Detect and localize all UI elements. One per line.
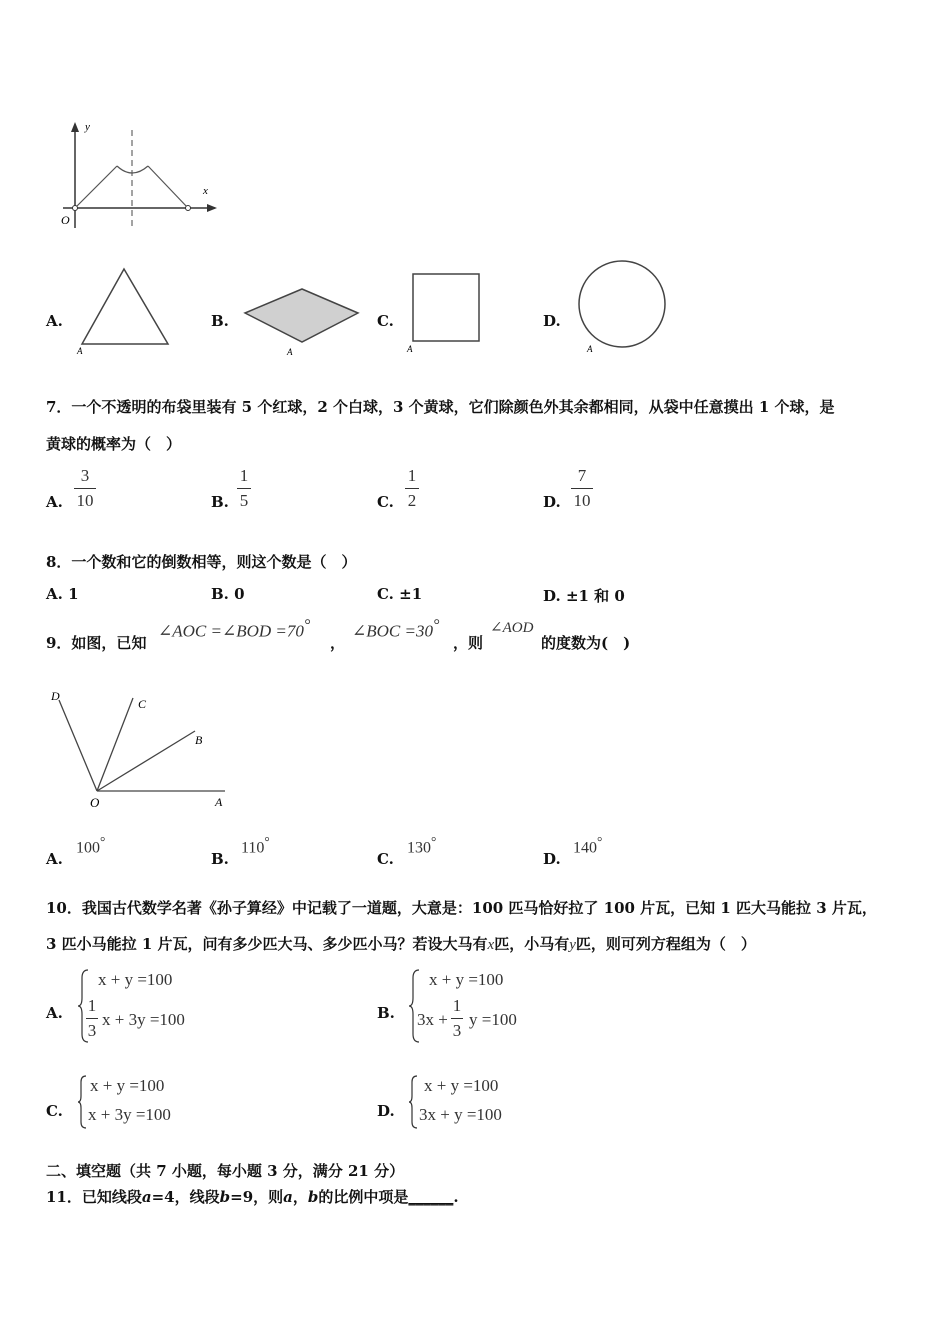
degree-symbol: °	[264, 834, 270, 849]
equation-1: x + y =100	[90, 1076, 165, 1095]
q8-stem: 8．一个数和它的倒数相等，则这个数是（ ）	[46, 553, 357, 571]
text-segment: 匹，小马有	[494, 935, 570, 953]
option-label: A.	[46, 850, 63, 868]
q7-stem-line2: 黄球的概率为（ ）	[46, 435, 182, 453]
equation-2: x + 3y =100	[102, 1010, 185, 1029]
q10-option-c[interactable]	[46, 1072, 246, 1132]
equation-2: 3x + y =100	[419, 1105, 502, 1124]
fraction	[451, 996, 463, 1041]
var-a: a	[283, 1188, 293, 1206]
denominator: 10	[573, 491, 591, 510]
q10-option-d[interactable]	[377, 1072, 577, 1132]
denominator: 3	[87, 1021, 97, 1040]
var-y: y	[569, 937, 576, 953]
origin-label: O	[61, 213, 70, 227]
x-axis-label: x	[203, 185, 208, 197]
point-o-label: O	[90, 795, 100, 810]
q7-option-d-label: D.	[543, 493, 561, 511]
option-label: B.	[377, 1004, 395, 1022]
option-value	[573, 834, 602, 857]
option-text: 1	[68, 585, 79, 603]
text-segment: =4，线段	[151, 1188, 220, 1206]
square-vertex-label: A	[407, 344, 413, 354]
q9-comma: ，	[330, 634, 346, 652]
q6-option-c-square[interactable]	[405, 270, 487, 355]
rhombus-vertex-label: A	[287, 347, 293, 357]
q8-option-a[interactable]	[46, 585, 79, 603]
point-c-label: C	[138, 697, 147, 711]
text-segment: 匹，则可列方程组为（ ）	[575, 935, 756, 953]
option-label: C.	[377, 850, 394, 868]
option-label: B.	[211, 585, 229, 603]
numerator: 1	[239, 466, 249, 485]
var-a: a	[141, 1188, 152, 1206]
equation-1: x + y =100	[98, 970, 173, 989]
option-text: ±1 和 0	[565, 587, 625, 605]
y-axis-label: y	[85, 121, 90, 133]
equation-1: x + y =100	[424, 1076, 499, 1095]
option-label: A.	[46, 1004, 63, 1022]
var-b: b	[307, 1188, 319, 1206]
point-a-label: A	[215, 795, 223, 809]
option-label: D.	[377, 1102, 395, 1120]
answer-blank[interactable]: ______	[408, 1188, 454, 1206]
degree-symbol: °	[100, 834, 106, 849]
option-label: D.	[543, 850, 561, 868]
q8-option-c[interactable]	[377, 585, 422, 603]
q6-option-a-triangle[interactable]	[74, 266, 174, 356]
brace-icon	[76, 1074, 88, 1130]
degree-symbol: °	[303, 617, 311, 634]
text-segment: ，	[292, 1188, 308, 1206]
q10-stem-line1: 10．我国古代数学名著《孙子算经》中记载了一道题，大意是：100 匹马恰好拉了 100 片瓦，已知 1 匹大马能拉 3 片瓦，	[46, 899, 877, 917]
value-number: 130	[407, 839, 431, 857]
text-segment: 3 匹小马能拉 1 片瓦，问有多少匹大马、多少匹小马？若设大马有	[46, 935, 488, 953]
value-number: 100	[76, 839, 100, 857]
denominator: 3	[452, 1021, 462, 1040]
fraction	[86, 996, 98, 1041]
q9-mid-text: ，则	[453, 634, 484, 652]
option-label: C.	[377, 585, 394, 603]
q7-option-c-label: C.	[377, 493, 394, 511]
q10-option-b[interactable]	[377, 966, 577, 1046]
equation-1: x + y =100	[429, 970, 504, 989]
numerator: 1	[87, 996, 97, 1015]
q6-option-d-label[interactable]: D.	[543, 312, 561, 330]
denominator: 10	[76, 491, 94, 510]
value-number: 140	[573, 839, 597, 857]
text-segment: =9，则	[230, 1188, 284, 1206]
q9-expr-aod: ∠AOD	[490, 620, 534, 636]
text-segment: 的比例中项是	[318, 1188, 409, 1206]
q6-option-c-label[interactable]: C.	[377, 312, 394, 330]
option-value	[76, 834, 105, 857]
fraction	[237, 466, 251, 511]
denominator: 5	[239, 491, 249, 510]
math-expr: ∠BOC =30	[352, 621, 433, 641]
option-text: ±1	[399, 585, 423, 603]
q6-option-d-circle[interactable]	[575, 257, 675, 357]
q7-stem-line1: 7．一个不透明的布袋里装有 5 个红球，2 个白球，3 个黄球，它们除颜色外其余都相同，从袋中任意摸出 1 个球，是	[46, 398, 835, 416]
var-b: b	[219, 1188, 231, 1206]
q10-stem-line2	[46, 933, 756, 954]
value-number: 110	[241, 839, 265, 857]
q6-option-a-label[interactable]: A.	[46, 312, 63, 330]
q7-option-a-label: A.	[46, 493, 63, 511]
q9-expr-aoc-bod	[158, 617, 310, 642]
q9-angle-figure	[45, 686, 235, 811]
circle-vertex-label: A	[587, 344, 593, 354]
equation-2-prefix: 3x +	[417, 1010, 448, 1029]
q9-stem-suffix: 的度数为( )	[541, 634, 631, 652]
fraction	[571, 466, 593, 511]
option-value	[241, 834, 270, 857]
denominator: 2	[407, 491, 417, 510]
text-segment: 11．已知线段	[46, 1188, 142, 1206]
math-expr: ∠AOC =∠BOD =70	[158, 621, 304, 641]
numerator: 1	[407, 466, 417, 485]
q9-stem-prefix: 9．如图，已知	[46, 634, 147, 652]
brace-icon	[407, 968, 421, 1044]
numerator: 1	[452, 996, 462, 1015]
var-x: x	[487, 937, 495, 953]
option-label: D.	[543, 587, 561, 605]
q9-expr-boc	[352, 617, 439, 642]
q6-option-b-rhombus[interactable]	[240, 285, 365, 360]
degree-symbol: °	[597, 834, 603, 849]
text-segment: .	[453, 1188, 459, 1206]
section-2-heading: 二、填空题（共 7 小题，每小题 3 分，满分 21 分）	[46, 1162, 405, 1180]
degree-symbol: °	[432, 617, 440, 634]
point-b-label: B	[195, 733, 203, 747]
option-label: C.	[46, 1102, 63, 1120]
option-label: B.	[211, 850, 229, 868]
option-text: 0	[234, 585, 245, 603]
triangle-vertex-label: A	[77, 346, 83, 356]
equation-2: x + 3y =100	[88, 1105, 171, 1124]
q10-option-a[interactable]	[46, 966, 246, 1046]
q6-function-graph	[55, 118, 225, 233]
fraction	[405, 466, 419, 511]
numerator: 3	[80, 466, 90, 485]
option-label: A.	[46, 585, 63, 603]
equation-2: y =100	[469, 1010, 517, 1029]
q8-option-d[interactable]	[543, 585, 625, 606]
q6-option-b-label[interactable]: B.	[211, 312, 229, 330]
degree-symbol: °	[431, 834, 437, 849]
numerator: 7	[577, 466, 587, 485]
point-d-label: D	[51, 689, 60, 703]
q8-option-b[interactable]	[211, 585, 245, 603]
q7-option-b-label: B.	[211, 493, 229, 511]
brace-icon	[407, 1074, 419, 1130]
fraction	[74, 466, 96, 511]
q11-stem	[46, 1186, 459, 1207]
option-value	[407, 834, 436, 857]
